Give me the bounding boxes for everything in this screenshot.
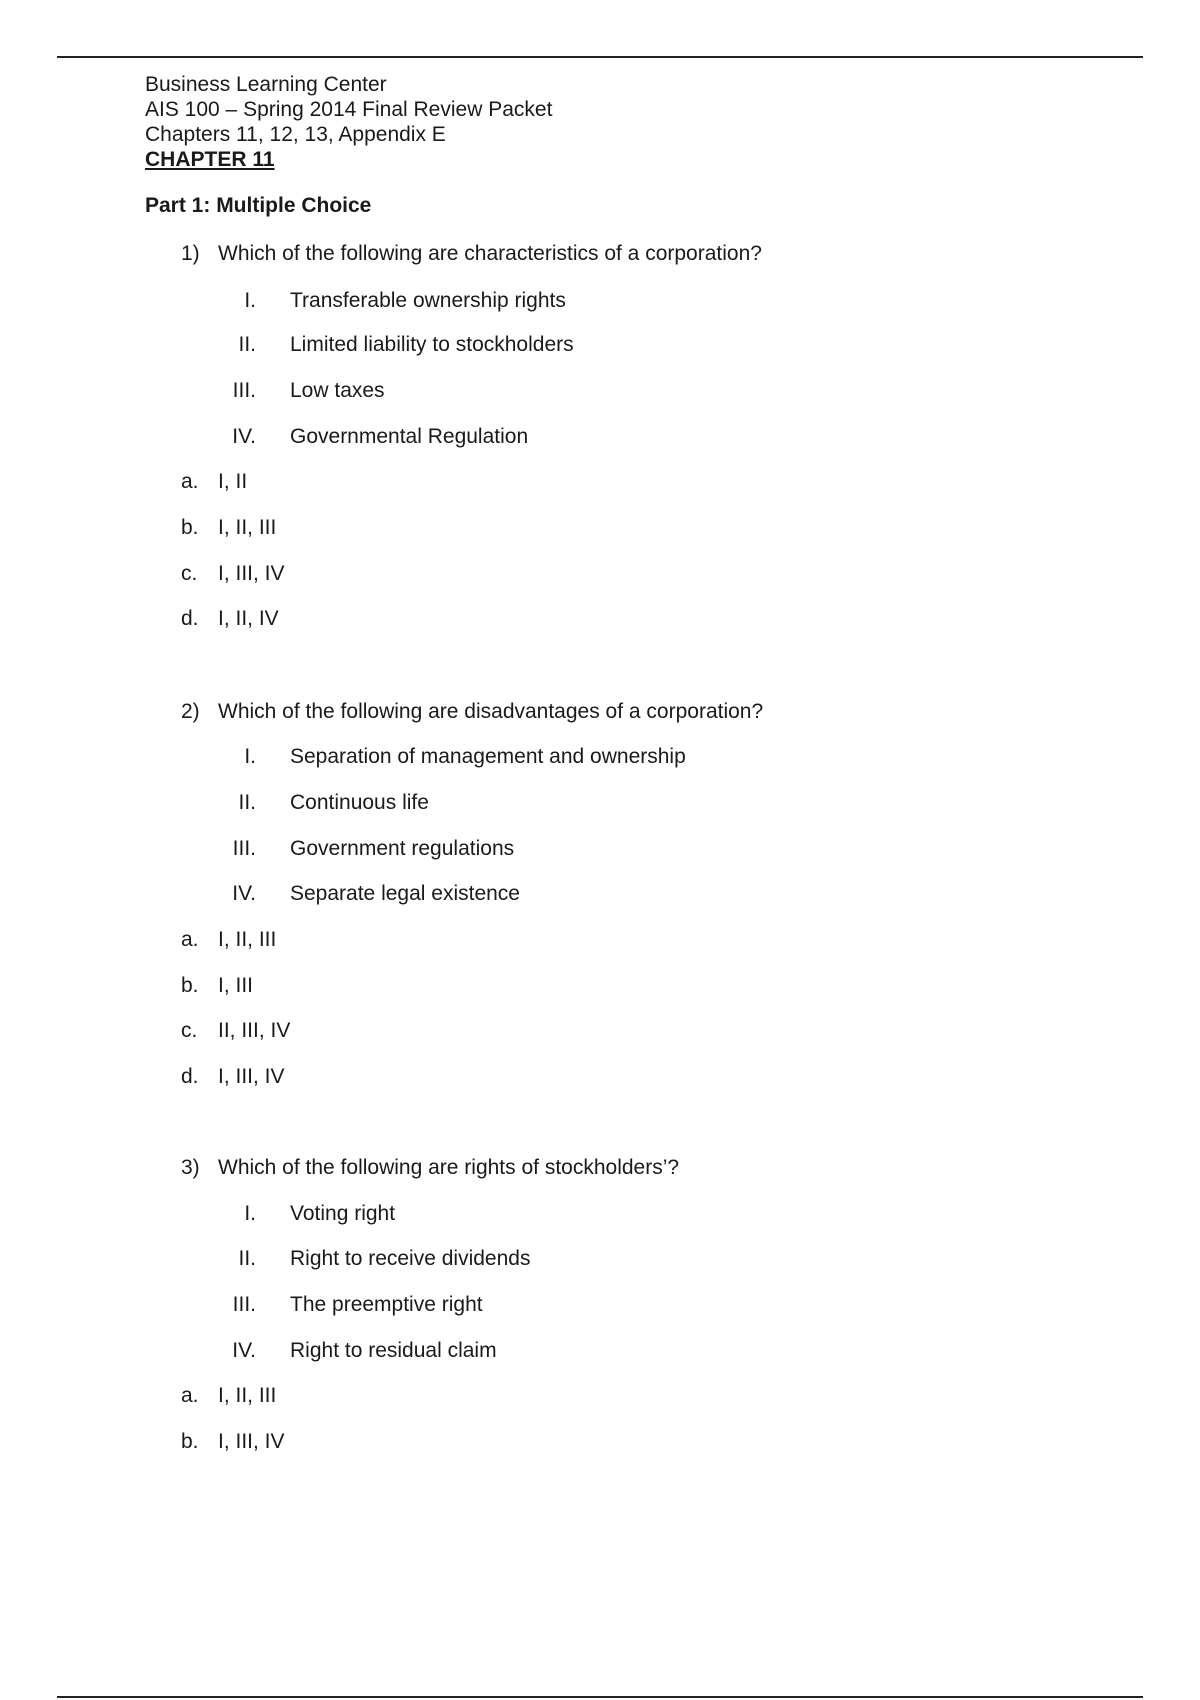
choice-text: I, II — [218, 470, 248, 493]
roman-item-text: Limited liability to stockholders — [290, 333, 574, 356]
question-number: 1) — [181, 242, 200, 265]
bottom-rule — [57, 1696, 1143, 1698]
choice-letter: c. — [181, 562, 198, 585]
top-rule — [57, 56, 1143, 58]
roman-item-text: The preemptive right — [290, 1293, 483, 1316]
choice-text: II, III, IV — [218, 1019, 291, 1042]
choice-letter: c. — [181, 1019, 198, 1042]
question-text: Which of the following are rights of stockholders’? — [218, 1156, 680, 1179]
roman-numeral: I. — [244, 289, 256, 312]
roman-numeral: IV. — [232, 882, 256, 905]
choice-text: I, III, IV — [218, 1065, 285, 1088]
roman-numeral: III. — [232, 1293, 256, 1316]
choice-text: I, III — [218, 974, 254, 997]
choice-letter: a. — [181, 470, 199, 493]
roman-numeral: I. — [244, 745, 256, 768]
roman-item-text: Low taxes — [290, 379, 385, 402]
roman-numeral: IV. — [232, 1339, 256, 1362]
roman-item-text: Governmental Regulation — [290, 425, 529, 448]
choice-letter: d. — [181, 607, 199, 630]
roman-item-text: Voting right — [290, 1202, 396, 1225]
roman-numeral: I. — [244, 1202, 256, 1225]
choice-text: I, II, III — [218, 1384, 277, 1407]
chapter-title: CHAPTER 11 — [145, 148, 275, 171]
question-number: 2) — [181, 700, 200, 723]
roman-numeral: II. — [238, 1247, 256, 1270]
choice-letter: d. — [181, 1065, 199, 1088]
choice-letter: a. — [181, 928, 199, 951]
chapters-line: Chapters 11, 12, 13, Appendix E — [145, 123, 446, 146]
roman-item-text: Right to receive dividends — [290, 1247, 531, 1270]
choice-letter: b. — [181, 974, 199, 997]
roman-item-text: Transferable ownership rights — [290, 289, 566, 312]
question-number: 3) — [181, 1156, 200, 1179]
choice-letter: b. — [181, 1430, 199, 1453]
roman-numeral: IV. — [232, 425, 256, 448]
roman-numeral: III. — [232, 379, 256, 402]
roman-item-text: Continuous life — [290, 791, 429, 814]
document-header — [145, 72, 552, 172]
choice-text: I, II, IV — [218, 607, 279, 630]
roman-numeral: II. — [238, 333, 256, 356]
center-name: Business Learning Center — [145, 73, 387, 96]
roman-numeral: II. — [238, 791, 256, 814]
choice-text: I, III, IV — [218, 562, 285, 585]
roman-item-text: Separate legal existence — [290, 882, 520, 905]
part-title: Part 1: Multiple Choice — [145, 194, 372, 217]
roman-item-text: Government regulations — [290, 837, 515, 860]
roman-item-text: Separation of management and ownership — [290, 745, 686, 768]
course-title: AIS 100 – Spring 2014 Final Review Packet — [145, 98, 553, 121]
question-text: Which of the following are characteristics of a corporation? — [218, 242, 762, 265]
roman-item-text: Right to residual claim — [290, 1339, 497, 1362]
choice-text: I, III, IV — [218, 1430, 285, 1453]
choice-text: I, II, III — [218, 516, 277, 539]
question-text: Which of the following are disadvantages of a corporation? — [218, 700, 764, 723]
choice-letter: b. — [181, 516, 199, 539]
choice-text: I, II, III — [218, 928, 277, 951]
choice-letter: a. — [181, 1384, 199, 1407]
roman-numeral: III. — [232, 837, 256, 860]
